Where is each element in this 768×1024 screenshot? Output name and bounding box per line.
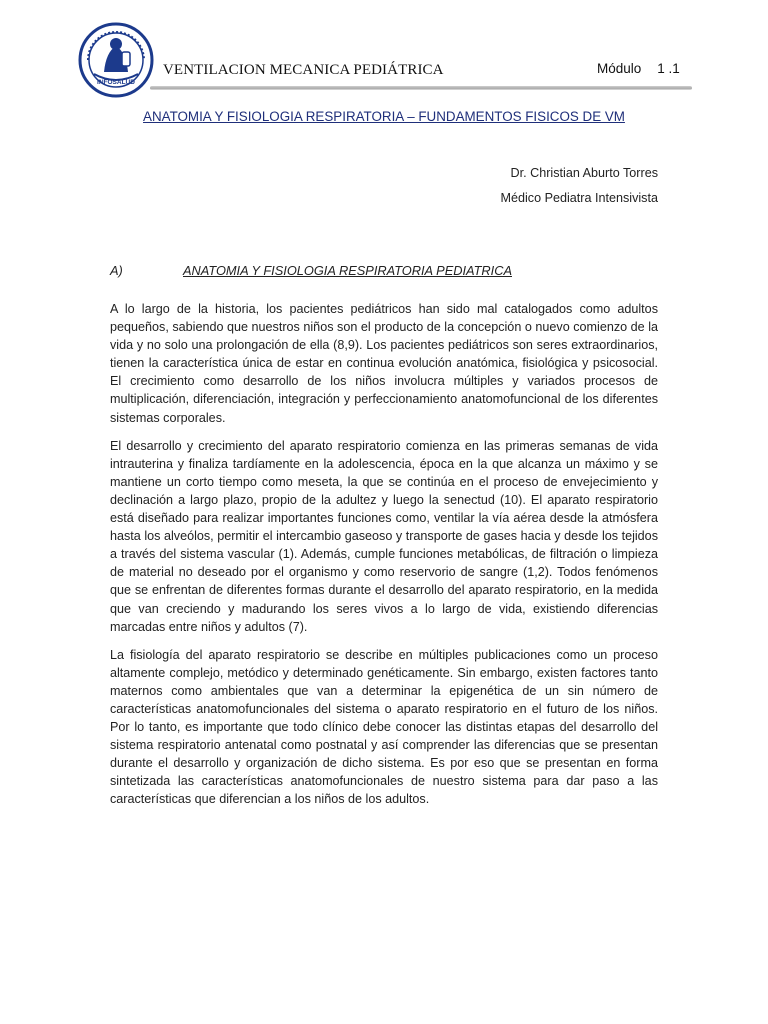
paragraph: A lo largo de la historia, los pacientes pediátricos han sido mal catalogados como adultos pequeños, sabiendo que nuestros niños son el producto de la concepción o nuevo comienzo de la vida y no solo una prolongación de ella (8,9). Los pacientes pediátricos son seres extraordinarios, tienen la característica única de estar en continua evolución anatómica, fisiológica y psicosocial. El crecimiento como desarrollo de los niños involucra múltiples y variados procesos de multiplicación, diferenciación, integración y perfeccionamiento anatomofuncional de los diferentes sistemas corporales. xyxy=(110,302,658,425)
document-title: ANATOMIA Y FISIOLOGIA RESPIRATORIA – FUNDAMENTOS FISICOS DE VM xyxy=(143,109,625,124)
paragraph: El desarrollo y crecimiento del aparato respiratorio comienza en las primeras semanas de vida intrauterina y finaliza tardíamente en la adolescencia, época en la que alcanza un máximo y se mantiene un corto tiempo como meseta, la que se continúa en el proceso de envejecimiento y declinación a largo plazo, propio de la adultez y luego la senectud (10). El aparato respiratorio está diseñado para realizar importantes funciones como, ventilar la vía aérea desde la atmósfera hasta los alveólos, permitir el intercambio gaseoso y transporte de gases hacia y desde los tejidos a través del sistema vascular (1). Además, cumple funciones metabólicas, de filtración o limpieza de material no deseado por el organismo y como reservorio de sangre (1,2). Todos fenómenos que se enfrentan de diferentes formas durante el desarrollo del aparato respiratorio, en la medida que van creciendo y madurando los seres vivos a lo largo de vida, existiendo diferencias marcadas entre niños y adultos (7). xyxy=(110,438,658,634)
header-title: VENTILACION MECANICA PEDIÁTRICA xyxy=(163,62,444,78)
body-text xyxy=(110,300,658,819)
module-indicator xyxy=(597,61,680,76)
author-name: Dr. Christian Aburto Torres xyxy=(510,166,658,180)
section-title: ANATOMIA Y FISIOLOGIA RESPIRATORIA PEDIATRICA xyxy=(183,263,512,278)
logo-emblem-icon xyxy=(78,22,154,98)
module-label: Módulo xyxy=(597,61,642,76)
author-block xyxy=(500,161,658,211)
header-divider xyxy=(150,86,692,90)
section-letter: A) xyxy=(110,263,123,278)
logo-text: INFOSALUD xyxy=(97,79,135,86)
section-heading xyxy=(110,263,512,278)
author-role: Médico Pediatra Intensivista xyxy=(500,191,658,205)
paragraph: La fisiología del aparato respiratorio se describe en múltiples publicaciones como un proceso altamente complejo, metódico y determinado genéticamente. Sin embargo, existen factores tanto maternos como ambientales que van a determinar la epigenética de un sin número de características anatomofuncionales del sistema o aparato respiratorio en el futuro de los niños. Por lo tanto, es importante que todo clínico debe conocer las distintas etapas del desarrollo del sistema respiratorio antenatal como postnatal y así comprender las diferencias que se presentan durante el desarrollo y organización de dicho sistema. Es por eso que se presentan en forma sintetizada las características anatomofuncionales de nuestro sistema para dar paso a las características que diferencian a los niños de los adultos. xyxy=(110,647,658,807)
module-number: 1 .1 xyxy=(657,61,680,76)
infosalud-logo xyxy=(78,22,154,98)
